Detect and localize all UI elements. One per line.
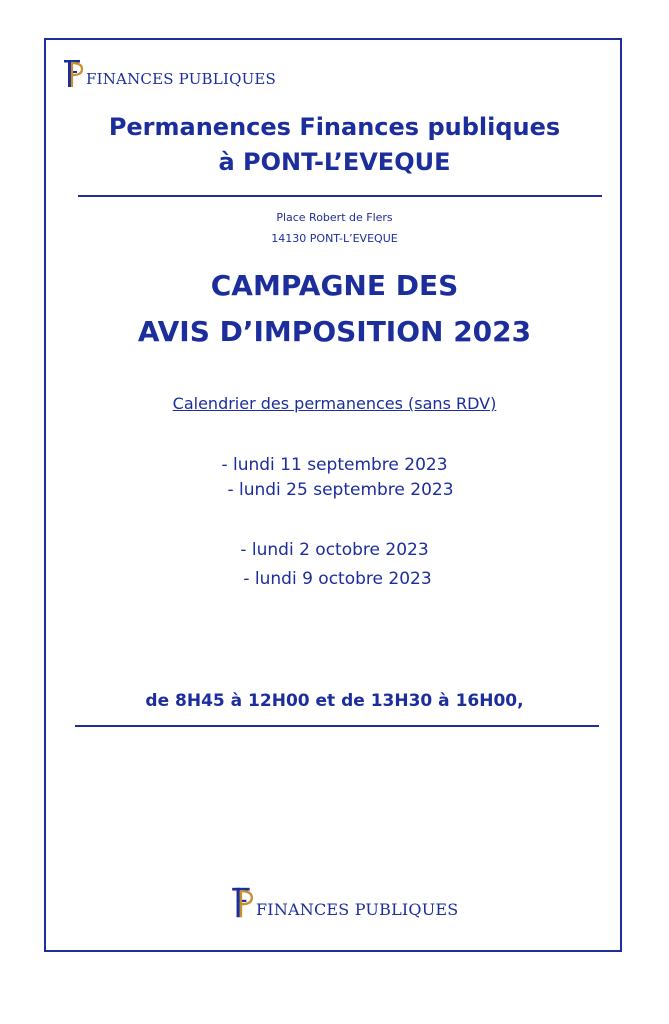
calendar-heading: Calendrier des permanences (sans RDV)	[172, 394, 497, 413]
finances-publiques-logo-top	[62, 57, 276, 89]
divider-bottom	[75, 725, 599, 727]
date-item: - lundi 9 octobre 2023	[243, 569, 432, 589]
date-item: - lundi 11 septembre 2023	[221, 455, 448, 475]
fp-monogram-icon	[230, 884, 254, 920]
page-title-line2: à PONT-L’EVEQUE	[218, 148, 451, 176]
date-item: - lundi 25 septembre 2023	[227, 480, 454, 500]
date-item: - lundi 2 octobre 2023	[240, 540, 429, 560]
fp-monogram-icon	[62, 57, 84, 89]
address-street: Place Robert de Flers	[276, 211, 393, 224]
campaign-title-line1: CAMPAGNE DES	[210, 269, 459, 302]
logo-text: FINANCES PUBLIQUES	[256, 900, 459, 919]
logo-text: FINANCES PUBLIQUES	[86, 70, 277, 88]
page-title-line1: Permanences Finances publiques	[108, 113, 561, 141]
finances-publiques-logo-bottom	[230, 884, 458, 920]
opening-hours: de 8H45 à 12H00 et de 13H30 à 16H00,	[145, 691, 524, 711]
address-city: 14130 PONT-L’EVEQUE	[271, 232, 398, 245]
divider-top	[78, 195, 602, 197]
campaign-title-line2: AVIS D’IMPOSITION 2023	[137, 315, 532, 348]
